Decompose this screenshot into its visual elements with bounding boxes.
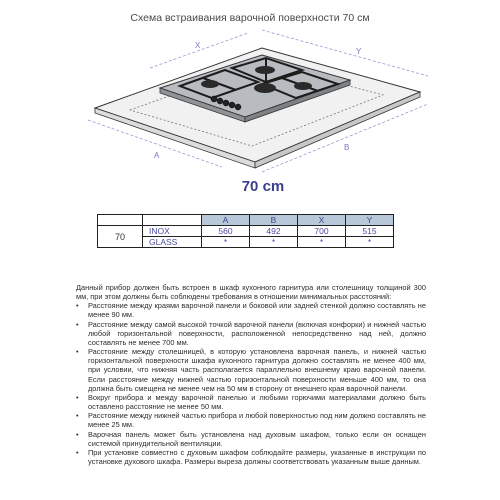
svg-text:B: B [344, 143, 350, 152]
list-item [76, 320, 426, 347]
bullet-icon: • [76, 392, 79, 402]
list-item-text: Расстояние между краями варочной панели и боковой или задней стенкой должно составлять не менее 90 мм. [88, 301, 426, 320]
list-item-text: При установке совместно с духовым шкафом соблюдайте размеры, указанные в инструкции по установке духового шкафа. Размеры выреза должны соответствовать указанным выше данным. [88, 447, 426, 466]
dimension-label-x [195, 41, 201, 50]
list-item-text: Варочная панель может быть установлена над духовым шкафом, только если он оснащен системой принудительной вентиляции. [88, 429, 426, 448]
table-header-y: Y [346, 215, 394, 226]
table-header-a: A [202, 215, 250, 226]
table-cell: * [250, 237, 298, 248]
list-item-text: Расстояние между столешницей, в которую установлена варочная панель, и нижней частью горизонтальной поверхности шкафа кухонного гарнитура должно составлять не менее 400 мм, при условии, что нижняя часть располагается параллельно внешнему краю варочной панели. Если расстояние между нижней частью горизонтальной поверхности меньше 400 мм, то она должна быть смещена не менее чем на 50 мм в сторону от внешнего края варочной панели. [88, 347, 426, 393]
table-header-x: X [298, 215, 346, 226]
table-cell: 700 [298, 226, 346, 237]
table-material-cell: INOX [143, 226, 202, 237]
table-cell: 515 [346, 226, 394, 237]
bullet-icon: • [76, 301, 79, 311]
dimension-label-a [154, 151, 160, 160]
svg-text:Y: Y [356, 47, 362, 56]
installation-instructions [76, 283, 426, 466]
table-corner-cell [143, 215, 202, 226]
list-item-text: Расстояние между нижней частью прибора и любой поверхностью под ним должно составлять не менее 25 мм. [88, 411, 426, 430]
dimension-label-y [356, 47, 362, 56]
dimensions-table [97, 214, 394, 248]
bullet-icon: • [76, 447, 79, 457]
list-item-text: Вокруг прибора и между варочной панелью и любыми горючими материалами должно быть оставлено расстояние не менее 50 мм. [88, 392, 426, 412]
list-item [76, 448, 426, 466]
table-cell: 560 [202, 226, 250, 237]
bullet-icon: • [76, 411, 79, 421]
bullet-icon: • [76, 347, 79, 357]
table-cell: * [346, 237, 394, 248]
table-row [98, 226, 394, 237]
svg-text:A: A [154, 151, 160, 160]
table-cell: * [202, 237, 250, 248]
dimension-label-b [344, 143, 349, 152]
list-item [76, 393, 426, 411]
page-title: Схема встраивания варочной поверхности 70 см [130, 12, 370, 24]
table-cell: * [298, 237, 346, 248]
list-item-text: Расстояние между самой высокой точкой варочной панели (включая конфорки) и нижней частью любой горизонтальной поверхности, расположенной непосредственно над ней, должно составлять не менее 700 мм. [88, 319, 426, 347]
table-corner-cell [98, 215, 143, 226]
table-model-cell: 70 [98, 226, 143, 248]
table-material-cell: GLASS [143, 237, 202, 248]
table-header-b: B [250, 215, 298, 226]
bullet-icon: • [76, 319, 79, 329]
bullet-icon: • [76, 429, 79, 439]
list-item [76, 301, 426, 319]
size-label: 70 cm [241, 178, 285, 195]
svg-text:X: X [195, 41, 201, 50]
table-cell: 492 [250, 226, 298, 237]
list-item [76, 347, 426, 393]
list-item [76, 411, 426, 429]
table-row [98, 237, 394, 248]
table-header-row [98, 215, 394, 226]
requirements-list [76, 301, 426, 466]
list-item [76, 430, 426, 448]
installation-diagram [0, 0, 500, 200]
intro-paragraph: Данный прибор должен быть встроен в шкаф кухонного гарнитура или столешницу толщиной 300 мм, при этом должны быть соблюдены требования в отношении минимальных расстояний: [76, 283, 426, 302]
